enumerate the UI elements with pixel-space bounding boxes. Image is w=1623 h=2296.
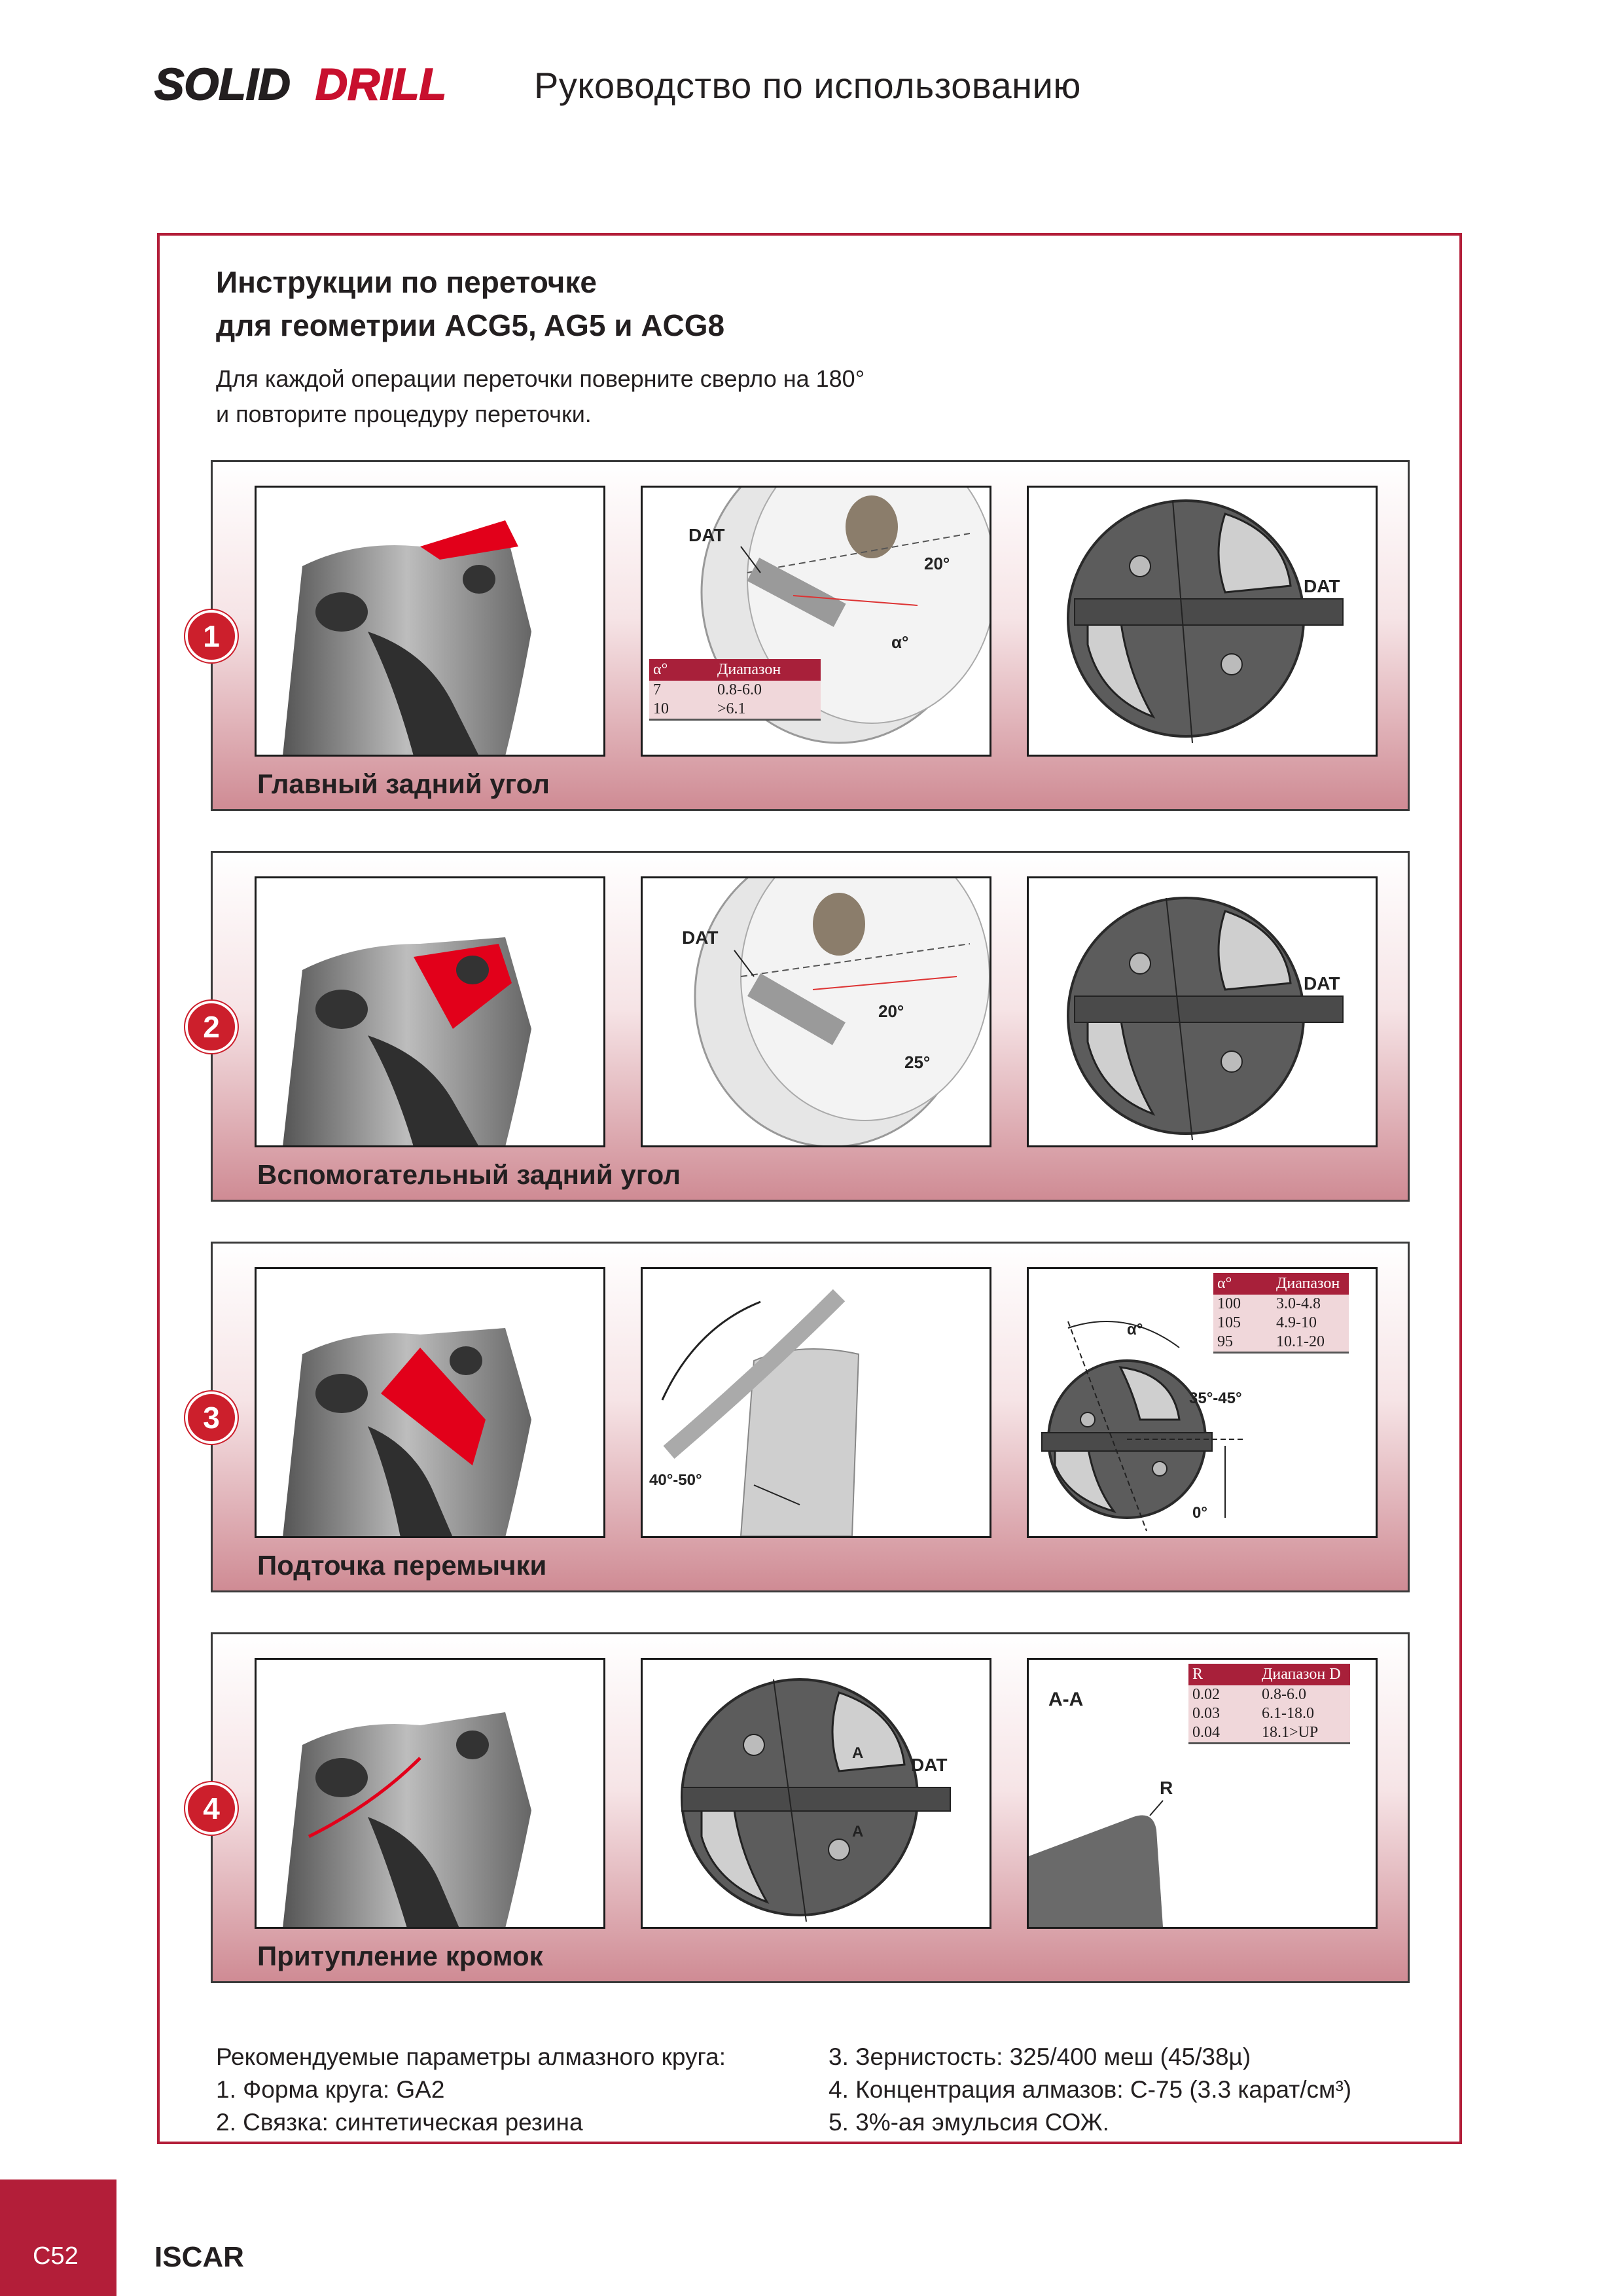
logo-solid-text: SOLID bbox=[154, 60, 291, 109]
drill-tip-image bbox=[255, 486, 605, 757]
angle-35-45-label: 35°-45° bbox=[1189, 1390, 1242, 1407]
step-number-badge: 3 bbox=[185, 1391, 238, 1444]
table-header: Диапазон bbox=[1250, 1273, 1349, 1295]
drill-end-view bbox=[641, 1658, 991, 1929]
drill-tip-illustration bbox=[257, 488, 603, 755]
edge-radius-table bbox=[1188, 1664, 1350, 1744]
step-2-panel bbox=[203, 851, 1410, 1202]
table-cell: 105 bbox=[1213, 1314, 1250, 1333]
intro-text bbox=[216, 361, 865, 432]
table-header: Диапазон D bbox=[1229, 1664, 1350, 1685]
table-header: Диапазон bbox=[678, 659, 821, 681]
page-number: C52 bbox=[33, 2242, 79, 2270]
step-number-badge: 4 bbox=[185, 1782, 238, 1835]
step-number-badge: 2 bbox=[185, 1001, 238, 1053]
dat-label: DAT bbox=[682, 927, 719, 948]
footer-brand: ISCAR bbox=[154, 2241, 244, 2273]
intro-text-line2: и повторите процедуру переточки. bbox=[216, 401, 592, 427]
param-item: 1. Форма круга: GA2 bbox=[216, 2076, 445, 2103]
logo-drill-text: DRILL bbox=[315, 60, 447, 109]
params-heading: Рекомендуемые параметры алмазного круга: bbox=[216, 2043, 726, 2070]
radius-label: R bbox=[1160, 1778, 1173, 1798]
page-title: Руководство по использованию bbox=[534, 65, 1081, 106]
step-label: Притупление кромок bbox=[257, 1941, 543, 1971]
table-cell: 10.1-20 bbox=[1250, 1333, 1349, 1353]
web-angle-table bbox=[1213, 1273, 1349, 1354]
alpha-angle-label: α° bbox=[891, 632, 909, 652]
alpha-angle-label: α° bbox=[1127, 1321, 1143, 1338]
step-label: Главный задний угол bbox=[257, 768, 550, 799]
drill-tip-image bbox=[255, 876, 605, 1147]
table-cell: 95 bbox=[1213, 1333, 1250, 1353]
clearance-angle-table bbox=[649, 659, 821, 721]
section-title: A-A bbox=[1048, 1689, 1084, 1710]
dat-label: DAT bbox=[1304, 973, 1340, 994]
table-cell: 0.8-6.0 bbox=[1229, 1685, 1350, 1704]
grinding-wheel-diagram bbox=[641, 876, 991, 1147]
page-number-box bbox=[0, 2179, 116, 2296]
table-header: α° bbox=[649, 659, 678, 681]
drill-end-view bbox=[1027, 486, 1378, 757]
param-item: 5. 3%-ая эмульсия СОЖ. bbox=[829, 2109, 1109, 2136]
drill-tip-image bbox=[255, 1267, 605, 1538]
table-cell: 4.9-10 bbox=[1250, 1314, 1349, 1333]
section-title-line2: для геометрии ACG5, AG5 и ACG8 bbox=[216, 308, 725, 342]
grinding-wheel-diagram bbox=[641, 486, 991, 757]
table-cell: >6.1 bbox=[678, 700, 821, 720]
section-title bbox=[216, 260, 724, 347]
wheel-params-right bbox=[829, 2041, 1351, 2139]
step-label: Подточка перемычки bbox=[257, 1550, 547, 1581]
table-cell: 7 bbox=[649, 681, 678, 700]
table-cell: 0.03 bbox=[1188, 1704, 1229, 1723]
section-mark-a: A bbox=[852, 1744, 864, 1762]
step-1-panel bbox=[203, 460, 1410, 811]
angle-0-label: 0° bbox=[1192, 1504, 1207, 1522]
section-view-a-a bbox=[1027, 1658, 1378, 1929]
table-cell: 0.04 bbox=[1188, 1723, 1229, 1744]
table-cell: 18.1>UP bbox=[1229, 1723, 1350, 1744]
table-cell: 0.8-6.0 bbox=[678, 681, 821, 700]
table-cell: 100 bbox=[1213, 1295, 1250, 1314]
drill-end-view bbox=[1027, 1267, 1378, 1538]
table-cell: 6.1-18.0 bbox=[1229, 1704, 1350, 1723]
table-header: R bbox=[1188, 1664, 1229, 1685]
table-cell: 10 bbox=[649, 700, 678, 720]
solid-drill-logo bbox=[154, 59, 488, 111]
param-item: 3. Зернистость: 325/400 меш (45/38µ) bbox=[829, 2043, 1251, 2070]
web-thinning-diagram bbox=[641, 1267, 991, 1538]
drill-end-view bbox=[1027, 876, 1378, 1147]
step-3-panel bbox=[203, 1242, 1410, 1592]
dat-label: DAT bbox=[911, 1755, 948, 1775]
angle-25-label: 25° bbox=[904, 1052, 931, 1072]
section-title-line1: Инструкции по переточке bbox=[216, 265, 597, 299]
table-cell: 0.02 bbox=[1188, 1685, 1229, 1704]
step-number-badge: 1 bbox=[185, 610, 238, 662]
step-label: Вспомогательный задний угол bbox=[257, 1159, 681, 1190]
param-item: 2. Связка: синтетическая резина bbox=[216, 2109, 583, 2136]
wheel-params-left bbox=[216, 2041, 726, 2139]
angle-20-label: 20° bbox=[924, 554, 950, 573]
section-mark-a: A bbox=[852, 1823, 864, 1840]
table-header: α° bbox=[1213, 1273, 1250, 1295]
angle-20-label: 20° bbox=[878, 1001, 904, 1021]
angle-label: 40°-50° bbox=[649, 1471, 702, 1489]
param-item: 4. Концентрация алмазов: C-75 (3.3 карат/см³) bbox=[829, 2076, 1352, 2103]
table-cell: 3.0-4.8 bbox=[1250, 1295, 1349, 1314]
intro-text-line1: Для каждой операции переточки поверните сверло на 180° bbox=[216, 365, 865, 392]
drill-tip-image bbox=[255, 1658, 605, 1929]
step-4-panel bbox=[203, 1632, 1410, 1983]
dat-label: DAT bbox=[688, 525, 725, 545]
dat-label: DAT bbox=[1304, 576, 1340, 596]
